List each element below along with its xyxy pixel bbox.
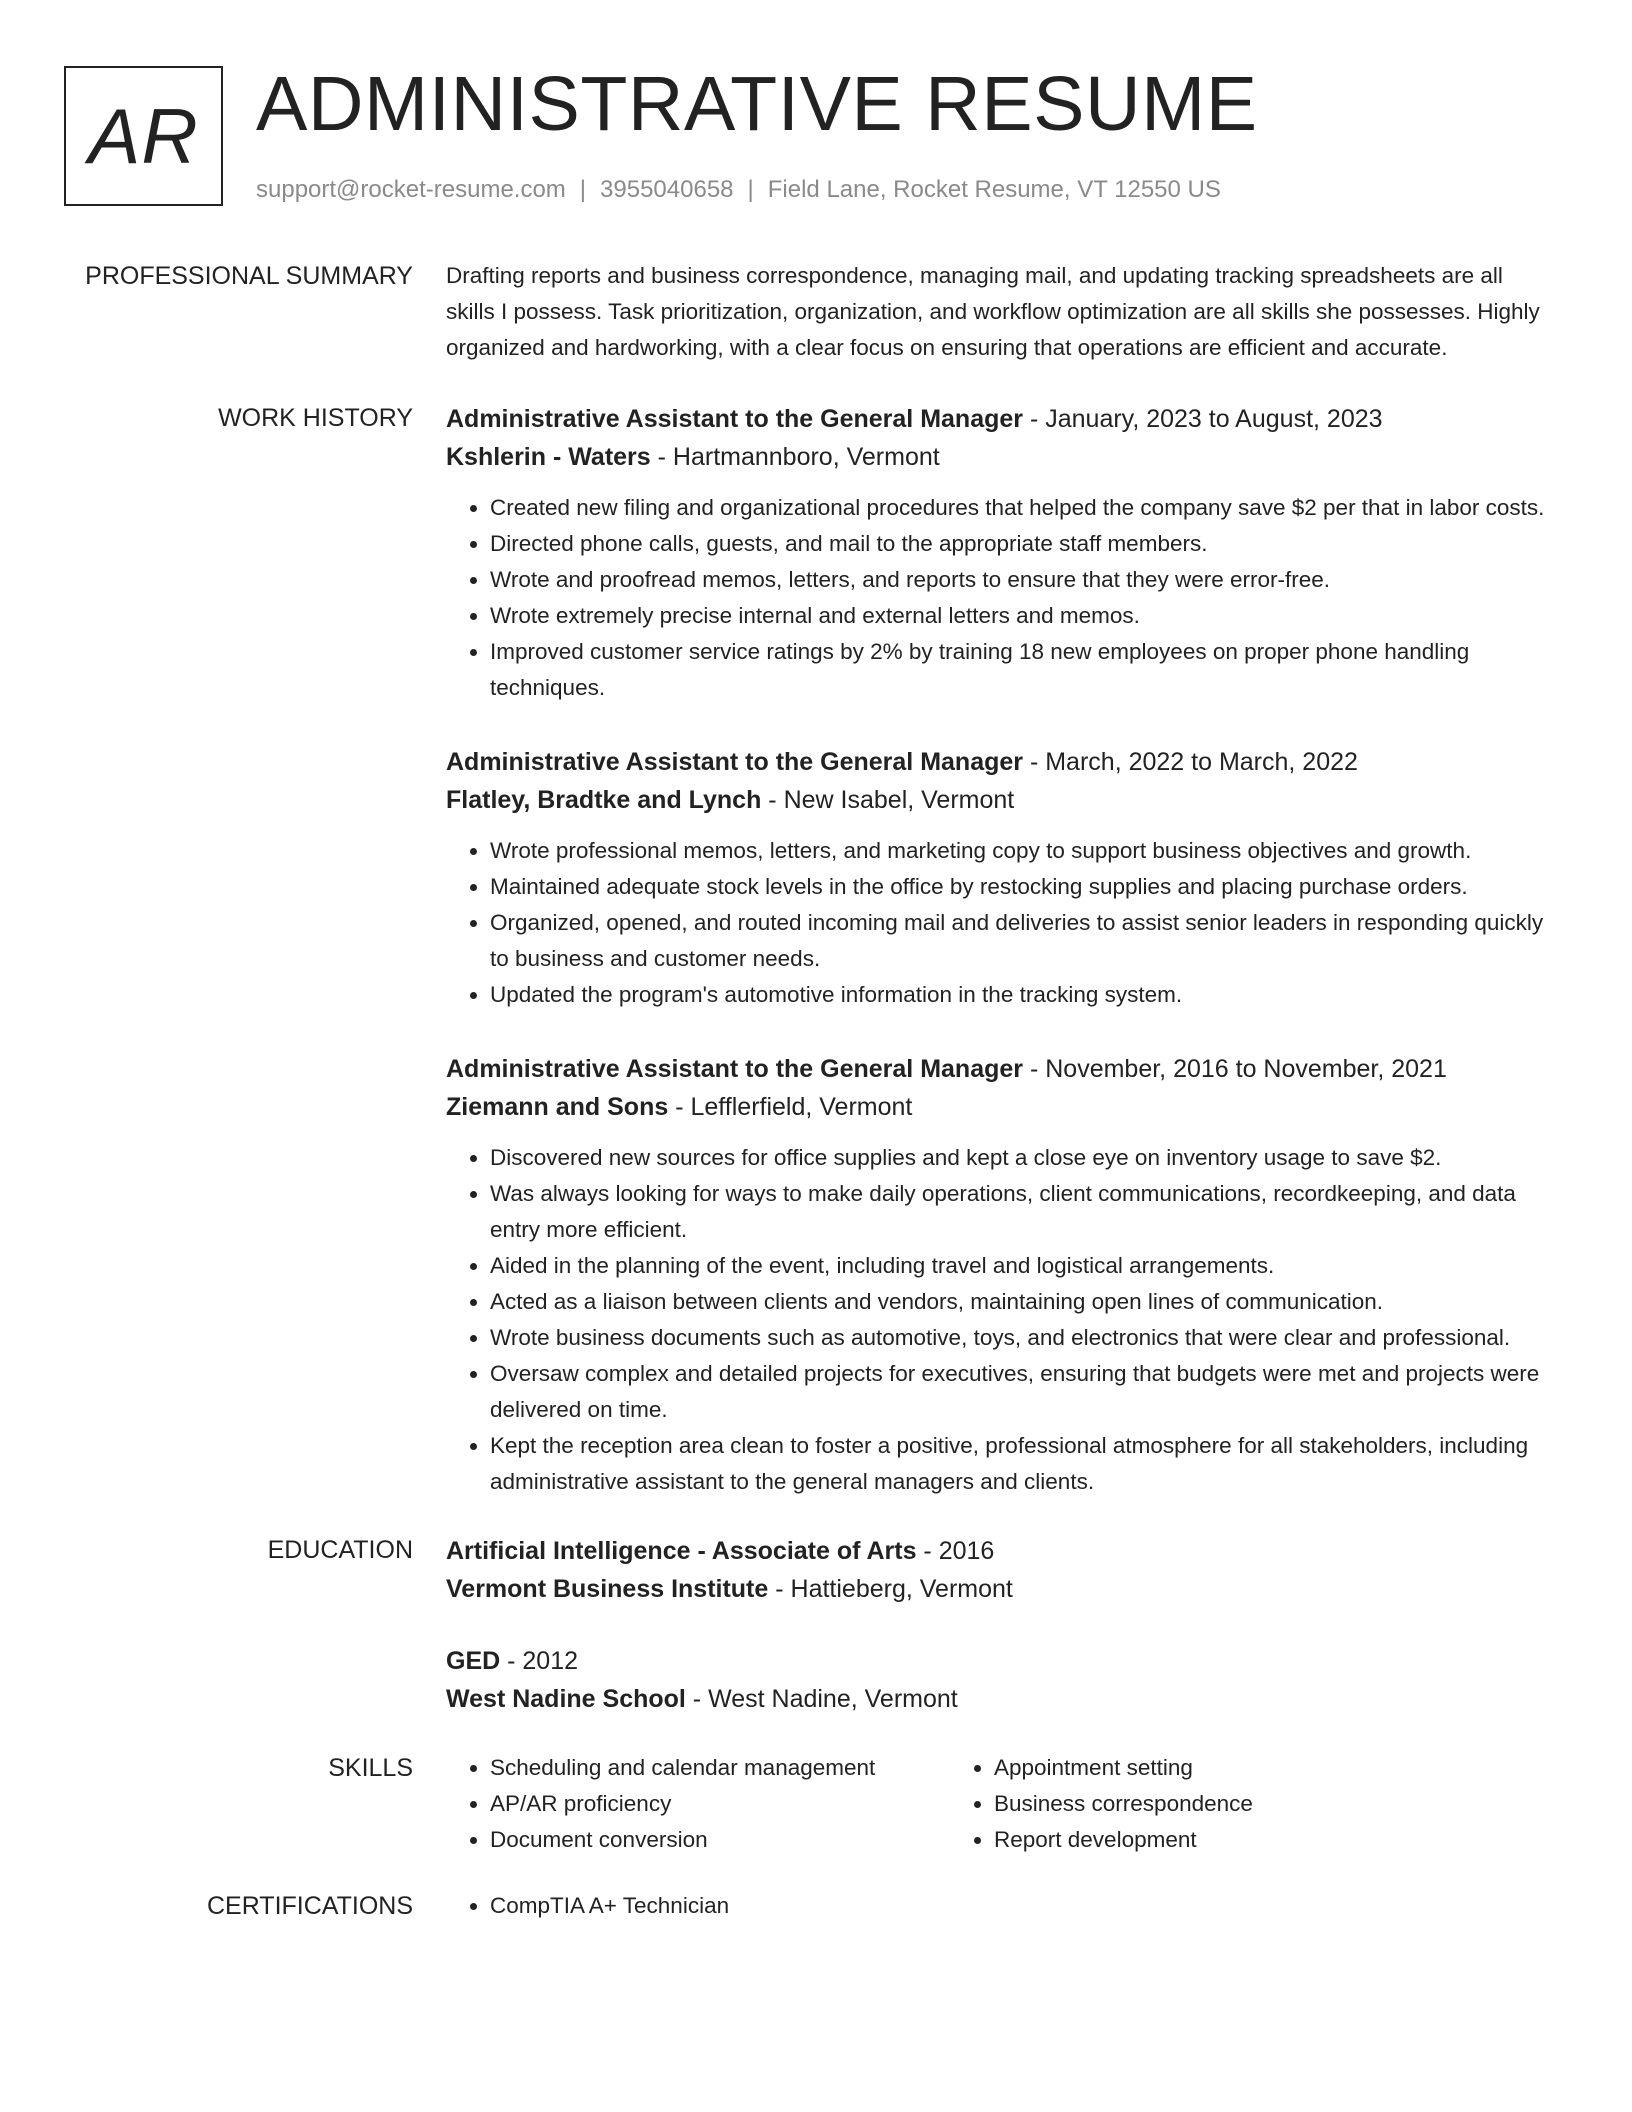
job-company: Kshlerin - Waters bbox=[446, 443, 651, 471]
section-work-history bbox=[0, 400, 1632, 1500]
education-location: - Hattieberg, Vermont bbox=[768, 1575, 1013, 1603]
education-school-line bbox=[446, 1570, 1556, 1608]
skills-column-right bbox=[950, 1750, 1454, 1858]
section-label-summary: PROFESSIONAL SUMMARY bbox=[85, 262, 413, 290]
job-bullet: • Wrote and proofread memos, letters, and reports to ensure that they were error-free. bbox=[490, 562, 1556, 598]
job-location: - Lefflerfield, Vermont bbox=[668, 1093, 913, 1121]
section-label-education: EDUCATION bbox=[267, 1536, 413, 1564]
job-bullet: • Maintained adequate stock levels in the office by restocking supplies and placing purchase orders. bbox=[490, 869, 1556, 905]
job-company: Ziemann and Sons bbox=[446, 1093, 669, 1121]
skills-column-left bbox=[446, 1750, 950, 1858]
education-year: - 2012 bbox=[500, 1647, 579, 1675]
job-title: Administrative Assistant to the General Manager bbox=[446, 748, 1024, 776]
job-bullet: • Aided in the planning of the event, including travel and logistical arrangements. bbox=[490, 1248, 1556, 1284]
skill-item: • Report development bbox=[994, 1822, 1454, 1858]
resume-sections bbox=[0, 258, 1632, 1924]
job-bullet: • Oversaw complex and detailed projects for executives, ensuring that budgets were met and projects were delivered on time. bbox=[490, 1356, 1556, 1428]
contact-phone: 3955040658 bbox=[600, 176, 734, 203]
page-title: ADMINISTRATIVE RESUME bbox=[256, 61, 1258, 147]
section-body-skills bbox=[446, 1750, 1556, 1858]
skill-item: • AP/AR proficiency bbox=[490, 1786, 950, 1822]
job-bullets bbox=[446, 1140, 1556, 1500]
skills-grid bbox=[446, 1750, 1556, 1858]
section-education bbox=[0, 1532, 1632, 1718]
monogram-logo: AR bbox=[64, 66, 223, 206]
job-bullets bbox=[446, 833, 1556, 1013]
job-location: - New Isabel, Vermont bbox=[761, 786, 1015, 814]
job-dates: - January, 2023 to August, 2023 bbox=[1023, 405, 1383, 433]
job-bullet: • Organized, opened, and routed incoming mail and deliveries to assist senior leaders in responding quickly to business and customer needs. bbox=[490, 905, 1556, 977]
education-location: - West Nadine, Vermont bbox=[685, 1685, 958, 1713]
section-body-summary bbox=[446, 258, 1556, 366]
job-bullet: • Kept the reception area clean to foster a positive, professional atmosphere for all stakeholders, including administrative assistant to the general managers and clients. bbox=[490, 1428, 1556, 1500]
education-school: Vermont Business Institute bbox=[446, 1575, 769, 1603]
skill-item: • Scheduling and calendar management bbox=[490, 1750, 950, 1786]
job-bullet: • Created new filing and organizational procedures that helped the company save $2 per that in labor costs. bbox=[490, 490, 1556, 526]
job-company-line bbox=[446, 781, 1556, 819]
education-entry bbox=[446, 1532, 1556, 1608]
skill-item: • Business correspondence bbox=[994, 1786, 1454, 1822]
job-bullet: • Wrote extremely precise internal and external letters and memos. bbox=[490, 598, 1556, 634]
skill-item: • Document conversion bbox=[490, 1822, 950, 1858]
section-body-certifications bbox=[446, 1888, 1556, 1924]
contact-email: support@rocket-resume.com bbox=[256, 176, 566, 203]
contact-separator: | bbox=[747, 176, 754, 203]
job-dates: - November, 2016 to November, 2021 bbox=[1023, 1055, 1447, 1083]
job-entry bbox=[446, 743, 1556, 1013]
section-certifications bbox=[0, 1888, 1632, 1924]
job-entry bbox=[446, 400, 1556, 706]
section-label-work-history: WORK HISTORY bbox=[218, 404, 413, 432]
job-location: - Hartmannboro, Vermont bbox=[650, 443, 940, 471]
summary-text: Drafting reports and business correspondence, managing mail, and updating tracking spreadsheets are all skills I possess. Task prioritization, organization, and workflow optimization are all skills she possesses. Highly organized and hardworking, with a clear focus on ensuring that operations are efficient and accurate. bbox=[446, 263, 1540, 360]
job-company-line bbox=[446, 1088, 1556, 1126]
education-year: - 2016 bbox=[916, 1537, 995, 1565]
section-body-work-history bbox=[446, 400, 1556, 1500]
job-company-line bbox=[446, 438, 1556, 476]
education-degree-line bbox=[446, 1642, 1556, 1680]
education-school: West Nadine School bbox=[446, 1685, 686, 1713]
section-body-education bbox=[446, 1532, 1556, 1718]
contact-separator: | bbox=[579, 176, 587, 203]
section-label-certifications: CERTIFICATIONS bbox=[206, 1892, 413, 1920]
certification-item: • CompTIA A+ Technician bbox=[490, 1888, 1556, 1924]
job-bullet: • Wrote professional memos, letters, and marketing copy to support business objectives and growth. bbox=[490, 833, 1556, 869]
education-entry bbox=[446, 1642, 1556, 1718]
job-bullets bbox=[446, 490, 1556, 706]
job-bullet: • Updated the program's automotive information in the tracking system. bbox=[490, 977, 1556, 1013]
job-dates: - March, 2022 to March, 2022 bbox=[1023, 748, 1358, 776]
contact-address: Field Lane, Rocket Resume, VT 12550 US bbox=[767, 176, 1221, 203]
education-degree: Artificial Intelligence - Associate of Arts bbox=[446, 1537, 917, 1565]
job-title: Administrative Assistant to the General Manager bbox=[446, 1055, 1024, 1083]
job-bullet: • Acted as a liaison between clients and vendors, maintaining open lines of communication. bbox=[490, 1284, 1556, 1320]
education-degree-line bbox=[446, 1532, 1556, 1570]
job-title-line bbox=[446, 400, 1556, 438]
job-company: Flatley, Bradtke and Lynch bbox=[446, 786, 762, 814]
education-school-line bbox=[446, 1680, 1556, 1718]
contact-line bbox=[256, 173, 1221, 207]
job-title-line bbox=[446, 743, 1556, 781]
job-bullet: • Was always looking for ways to make daily operations, client communications, recordkeeping, and data entry more efficient. bbox=[490, 1176, 1556, 1248]
job-bullet: • Improved customer service ratings by 2% by training 18 new employees on proper phone handling techniques. bbox=[490, 634, 1556, 706]
job-title: Administrative Assistant to the General Manager bbox=[446, 405, 1024, 433]
education-degree: GED bbox=[446, 1647, 501, 1675]
job-bullet: • Directed phone calls, guests, and mail to the appropriate staff members. bbox=[490, 526, 1556, 562]
section-label-skills: SKILLS bbox=[328, 1754, 413, 1782]
job-entry bbox=[446, 1050, 1556, 1500]
section-skills bbox=[0, 1750, 1632, 1858]
job-bullet: • Wrote business documents such as automotive, toys, and electronics that were clear and professional. bbox=[490, 1320, 1556, 1356]
job-bullet: • Discovered new sources for office supplies and kept a close eye on inventory usage to save $2. bbox=[490, 1140, 1556, 1176]
job-title-line bbox=[446, 1050, 1556, 1088]
skill-item: • Appointment setting bbox=[994, 1750, 1454, 1786]
certification-list bbox=[446, 1888, 1556, 1924]
section-summary bbox=[0, 258, 1632, 366]
